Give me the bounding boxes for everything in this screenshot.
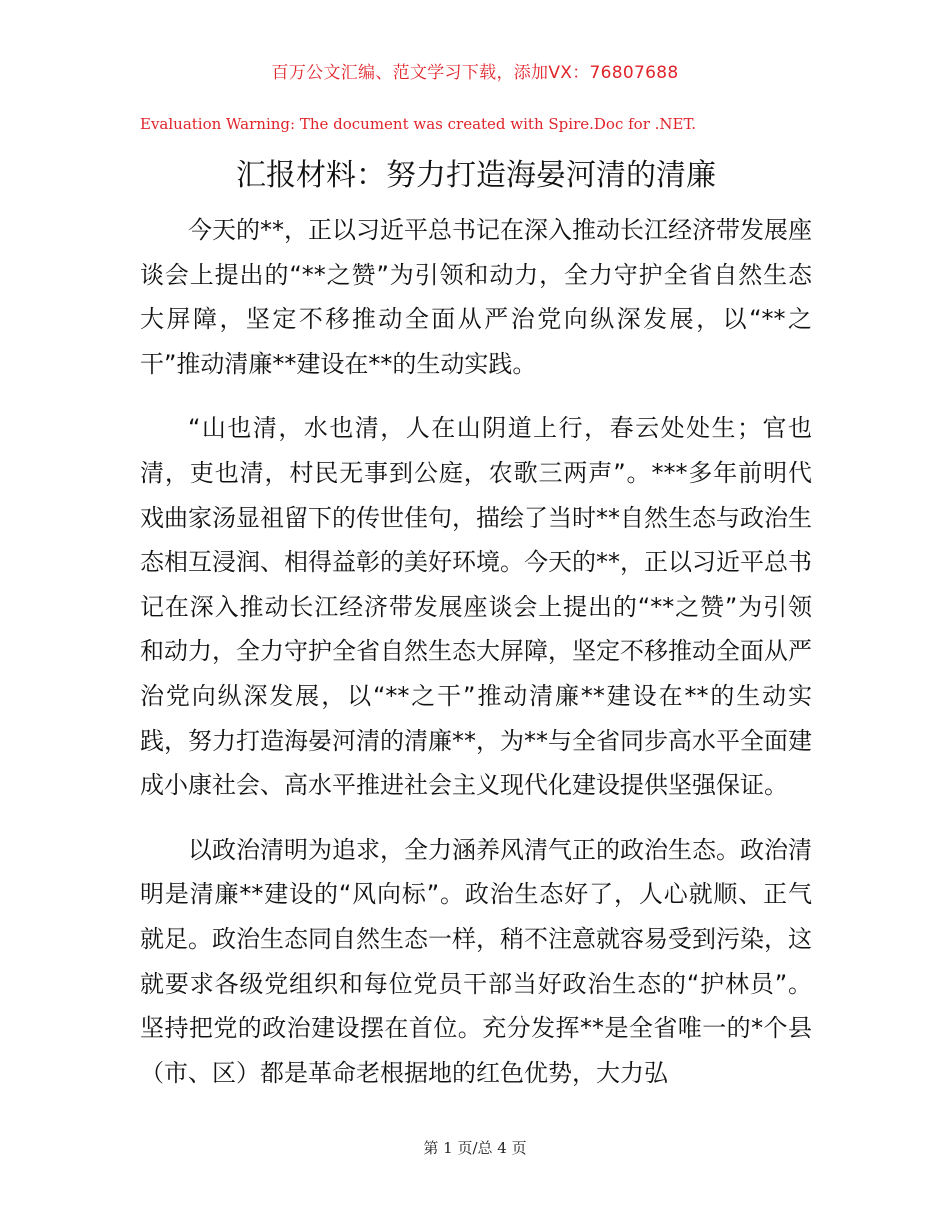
paragraph-1: 今天的**，正以习近平总书记在深入推动长江经济带发展座谈会上提出的“**之赞”为引领和动力，全力守护全省自然生态大屏障，坚定不移推动全面从严治党向纵深发展，以“**之干”推动清廉**建设在**的生动实践。 xyxy=(140,216,812,378)
header-banner: 百万公文汇编、范文学习下载，添加VX：76807688 xyxy=(271,63,679,83)
page-number: 第 1 页/总 4 页 xyxy=(423,1139,527,1157)
evaluation-warning: Evaluation Warning: The document was created with Spire.Doc for .NET. xyxy=(140,115,697,133)
paragraph-2: “山也清，水也清，人在山阴道上行，春云处处生；官也清，吏也清，村民无事到公庭，农歌三两声”。***多年前明代戏曲家汤显祖留下的传世佳句，描绘了当时**自然生态与政治生态相互浸润、相得益彰的美好环境。今天的**，正以习近平总书记在深入推动长江经济带发展座谈会上提出的“**之赞”为引领和动力，全力守护全省自然生态大屏障，坚定不移推动全面从严治党向纵深发展，以“**之干”推动清廉**建设在**的生动实践，努力打造海晏河清的清廉**，为**与全省同步高水平全面建成小康社会、高水平推进社会主义现代化建设提供坚强保证。 xyxy=(140,414,812,800)
paragraph-3: 以政治清明为追求，全力涵养风清气正的政治生态。政治清明是清廉**建设的“风向标”。政治生态好了，人心就顺、正气就足。政治生态同自然生态一样，稍不注意就容易受到污染，这就要求各级党组织和每位党员干部当好政治生态的“护林员”。坚持把党的政治建设摆在首位。充分发挥**是全省唯一的*个县（市、区）都是革命老根据地的红色优势，大力弘 xyxy=(140,835,812,1087)
document-body xyxy=(140,208,812,1095)
document-title: 汇报材料：努力打造海晏河清的清廉 xyxy=(236,158,716,193)
